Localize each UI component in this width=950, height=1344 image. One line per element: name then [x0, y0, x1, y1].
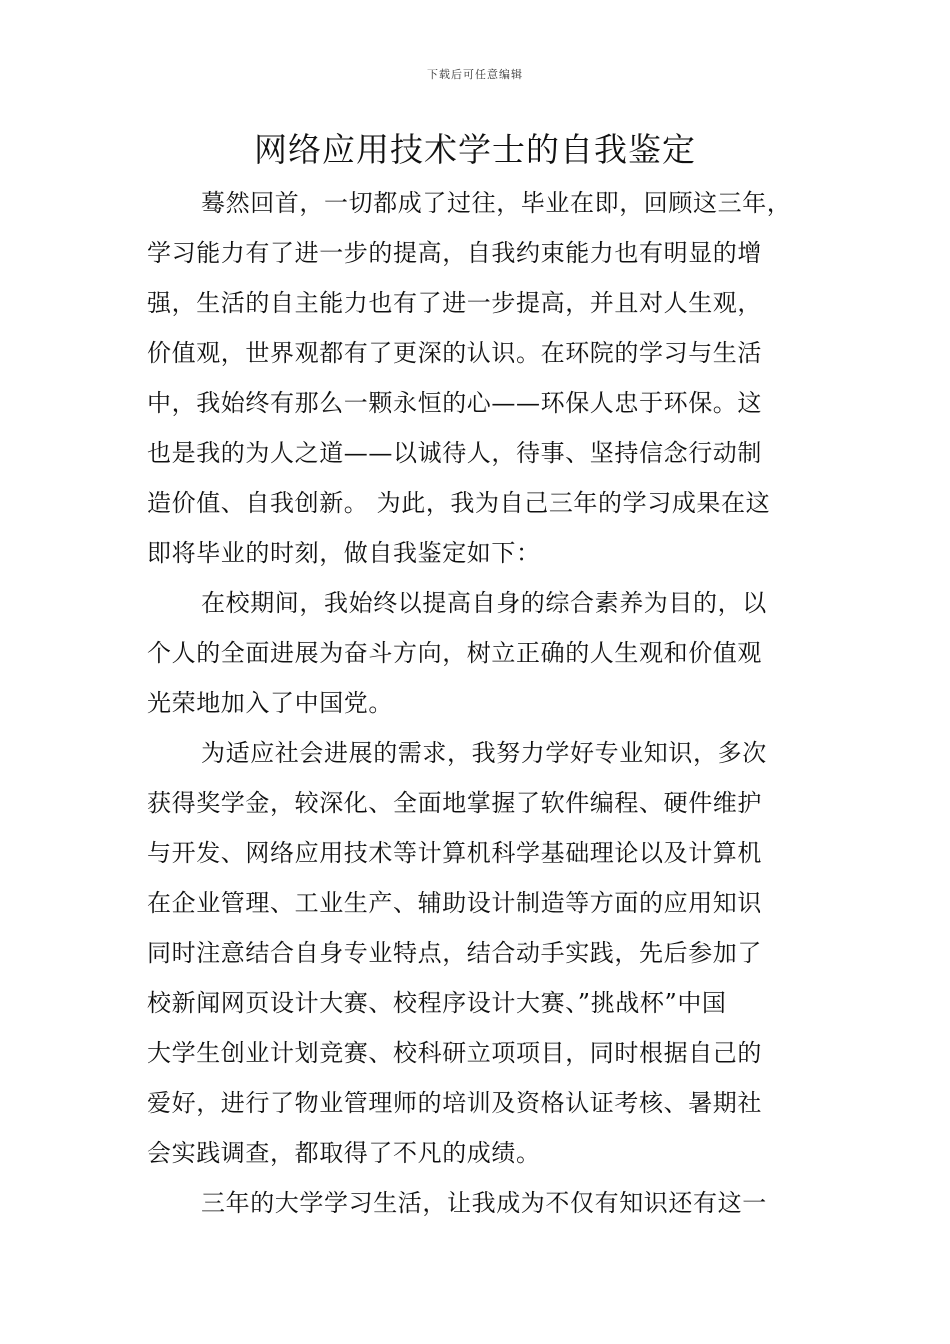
paragraph-line: 爱好，进行了物业管理师的培训及资格认证考核、暑期社 — [147, 1089, 762, 1117]
paragraph-line: 在企业管理、工业生产、辅助设计制造等方面的应用知识 — [147, 889, 762, 917]
paragraph-line: 校新闻网页设计大赛、校程序设计大赛、”挑战杯”中国 — [147, 989, 727, 1017]
paragraph-line: 蓦然回首，一切都成了过往，毕业在即，回顾这三年， — [201, 189, 792, 217]
paragraph-line: 与开发、网络应用技术等计算机科学基础理论以及计算机 — [147, 839, 762, 867]
document-body — [147, 178, 827, 1228]
paragraph-line: 大学生创业计划竞赛、校科研立项项目，同时根据自己的 — [147, 1039, 762, 1067]
paragraph-4 — [147, 1178, 827, 1228]
paragraph-line: 为适应社会进展的需求，我努力学好专业知识，多次 — [201, 739, 767, 767]
header-note: 下载后可任意编辑 — [427, 68, 523, 81]
paragraph-line: 光荣地加入了中国党。 — [147, 689, 393, 717]
paragraph-line: 三年的大学学习生活，让我成为不仅有知识还有这一 — [201, 1189, 767, 1217]
paragraph-line: 价值观，世界观都有了更深的认识。在环院的学习与生活 — [147, 339, 762, 367]
paragraph-line: 在校期间，我始终以提高自身的综合素养为目的，以 — [201, 589, 767, 617]
paragraph-line: 也是我的为人之道——以诚待人，待事、坚持信念行动制 — [147, 439, 762, 467]
paragraph-line: 强，生活的自主能力也有了进一步提高，并且对人生观， — [147, 289, 762, 317]
paragraph-2 — [147, 578, 827, 728]
paragraph-3 — [147, 728, 827, 1178]
paragraph-line: 获得奖学金，较深化、全面地掌握了软件编程、硬件维护 — [147, 789, 762, 817]
paragraph-line: 中，我始终有那么一颗永恒的心——环保人忠于环保。这 — [147, 389, 762, 417]
paragraph-line: 即将毕业的时刻，做自我鉴定如下： — [147, 539, 541, 567]
paragraph-line: 同时注意结合自身专业特点，结合动手实践，先后参加了 — [147, 939, 762, 967]
paragraph-line: 会实践调查，都取得了不凡的成绩。 — [147, 1139, 541, 1167]
paragraph-line: 学习能力有了进一步的提高，自我约束能力也有明显的增 — [147, 239, 762, 267]
document-title: 网络应用技术学士的自我鉴定 — [254, 130, 696, 169]
paragraph-line: 造价值、自我创新。 为此，我为自己三年的学习成果在这 — [147, 489, 771, 517]
paragraph-1 — [147, 178, 827, 578]
paragraph-line: 个人的全面进展为奋斗方向，树立正确的人生观和价值观 — [147, 639, 762, 667]
